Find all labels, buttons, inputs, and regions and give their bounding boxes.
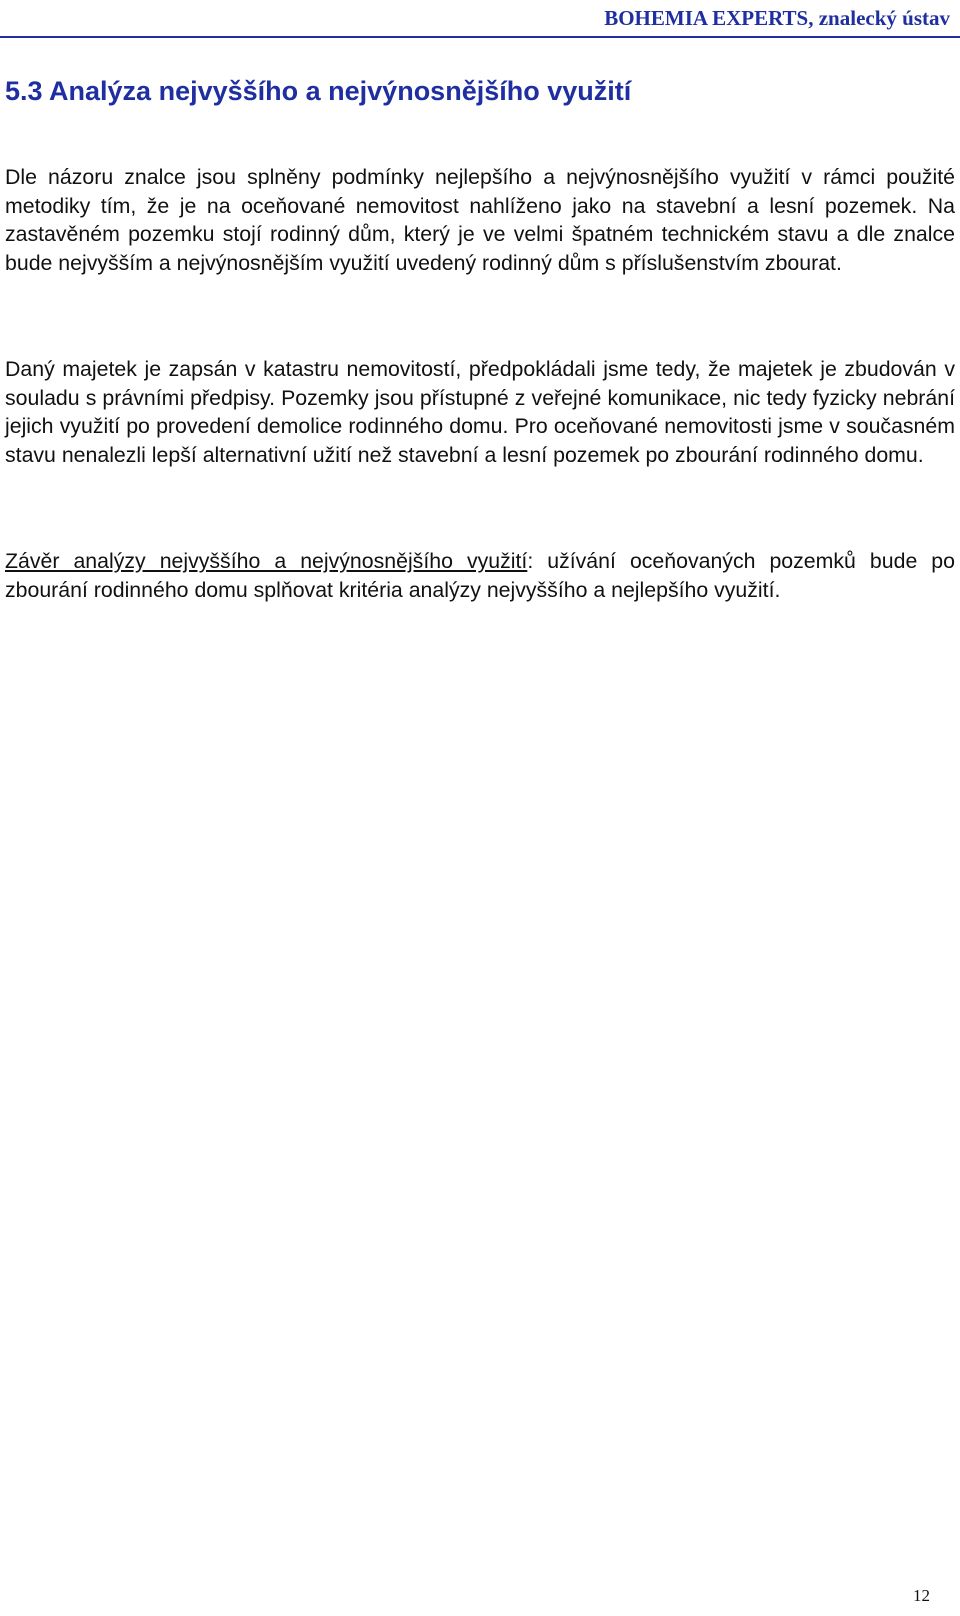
conclusion-label: Závěr analýzy nejvyššího a nejvýnosnějšího využití <box>5 549 528 573</box>
paragraph-legal-status: Daný majetek je zapsán v katastru nemovitostí, předpokládali jsme tedy, že majetek je zbudován v souladu s právními předpisy. Pozemky jsou přístupné z veřejné komunikace, nic tedy fyzicky nebrání jejich využití po provedení demolice rodinného domu. Pro oceňované nemovitosti jsme v současném stavu nenalezli lepší alternativní užití než stavební a lesní pozemek po zbourání rodinného domu. <box>5 357 955 468</box>
page-number: 12 <box>913 1586 930 1605</box>
conclusion-text: : užívání oceňovaných pozemků bude po zbourání rodinného domu splňovat kritéria analýzy nejvyššího a nejlepšího využití. <box>5 549 955 602</box>
header-company-name: BOHEMIA EXPERTS, znalecký ústav <box>604 6 950 30</box>
paragraph-conclusion <box>5 547 955 604</box>
section-title: 5.3 Analýza nejvyššího a nejvýnosnějšího využití <box>5 76 632 106</box>
paragraph-best-use: Dle názoru znalce jsou splněny podmínky nejlepšího a nejvýnosnějšího využití v rámci použité metodiky tím, že je na oceňované nemovitost nahlíženo jako na stavební a lesní pozemek. Na zastavěném pozemku stojí rodinný dům, který je ve velmi špatném technickém stavu a dle znalce bude nejvyšším a nejvýnosnějším využití uvedený rodinný dům s příslušenstvím zbourat. <box>5 165 955 276</box>
header-divider <box>0 36 960 38</box>
